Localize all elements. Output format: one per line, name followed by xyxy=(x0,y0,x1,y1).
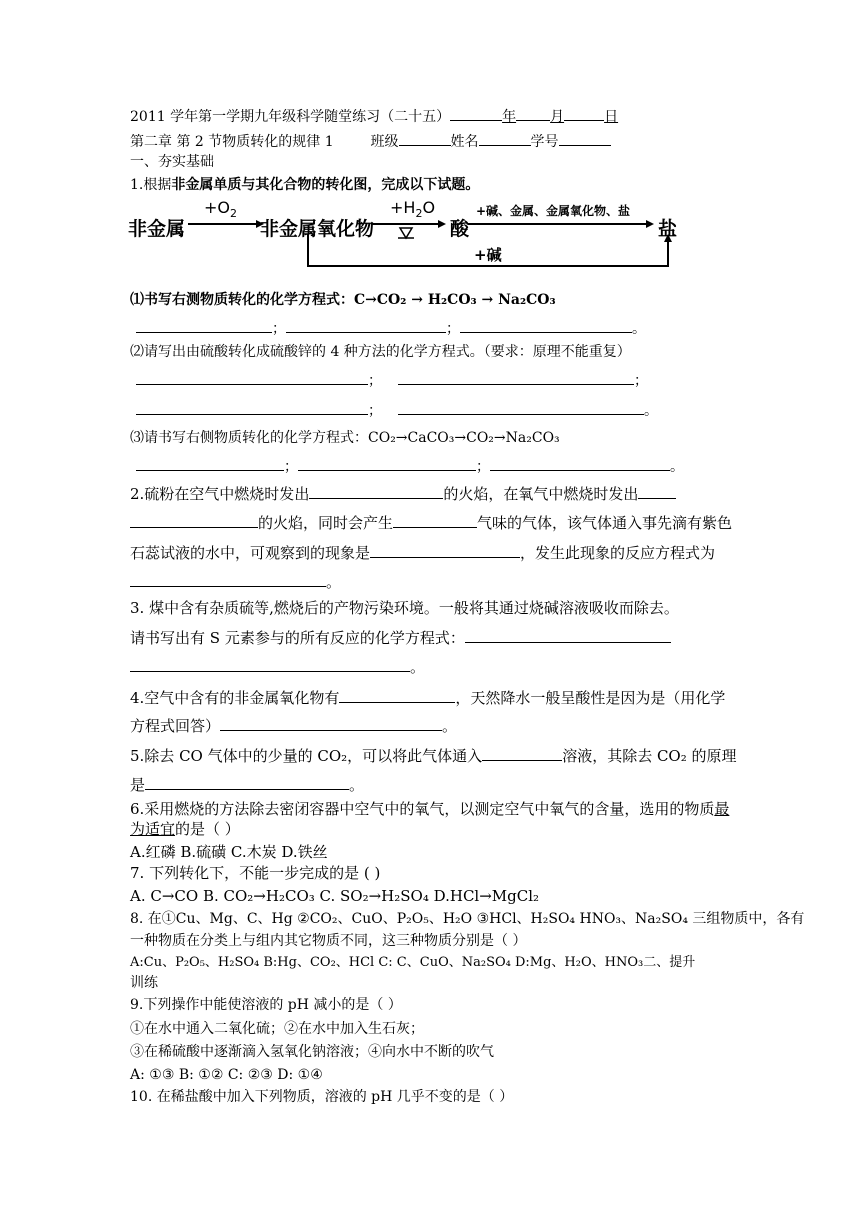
q3-line3: 。 xyxy=(130,657,425,676)
q1-part1-blanks: ； ； 。 xyxy=(136,318,646,338)
q7-options: A. C→CO B. CO₂→H₂CO₃ C. SO₂→H₂SO₄ D.HCl→MgCl₂ xyxy=(130,887,540,905)
answer-blank[interactable] xyxy=(465,628,671,643)
answer-blank[interactable] xyxy=(393,513,477,528)
answer-blank[interactable] xyxy=(136,456,284,471)
top-reagents-label: +碱、金属、金属氧化物、盐 xyxy=(476,204,631,218)
q4-line1: 4.空气中含有的非金属氧化物有 ，天然降水一般呈酸性是因为是（用化学 xyxy=(130,689,726,707)
base-label: +碱 xyxy=(474,246,502,264)
q9-line1: ①在水中通入二氧化硫；②在水中加入生石灰； xyxy=(130,1021,424,1037)
q1-stem: 1.根据非金属单质与其化合物的转化图，完成以下试题。 xyxy=(130,177,480,193)
q5-line1: 5.除去 CO 气体中的少量的 CO₂，可以将此气体通入 溶液，其除去 CO₂ 的原理 xyxy=(130,747,737,765)
q8-line4: 训练 xyxy=(130,975,158,991)
section-title: 一、夯实基础 xyxy=(130,154,214,170)
q10-stem: 10. 在稀盐酸中加入下列物质，溶液的 pH 几乎不变的是（ ） xyxy=(130,1089,514,1105)
answer-blank[interactable] xyxy=(136,370,368,385)
answer-blank[interactable] xyxy=(398,370,634,385)
q2-line4: 。 xyxy=(130,572,341,591)
answer-blank[interactable] xyxy=(136,400,368,415)
page-title: 2011 学年第一学期九年级科学随堂练习（二十五） xyxy=(130,109,451,125)
answer-blank[interactable] xyxy=(398,400,644,415)
id-field[interactable] xyxy=(559,131,611,146)
answer-blank[interactable] xyxy=(638,484,676,499)
answer-blank[interactable] xyxy=(460,318,632,333)
answer-blank[interactable] xyxy=(482,746,562,761)
answer-blank[interactable] xyxy=(136,318,272,333)
q1-part2: ⑵请写出由硫酸转化成硫酸锌的 4 种方法的化学方程式。（要求：原理不能重复） xyxy=(130,344,631,360)
q9-options: A: ①③ B: ①② C: ②③ D: ①④ xyxy=(130,1067,323,1083)
q9-line2: ③在稀硫酸中逐渐滴入氢氧化钠溶液；④向水中不断的吹气 xyxy=(130,1044,494,1060)
q8-line2: 一种物质在分类上与组内其它物质不同，这三种物质分别是（ ） xyxy=(130,933,527,949)
oxide-label: 非金属氧化物 xyxy=(260,218,375,240)
q3-line2: 请书写出有 S 元素参与的所有反应的化学方程式： xyxy=(130,628,671,647)
answer-blank[interactable] xyxy=(298,456,476,471)
q6-line1: 6.采用燃烧的方法除去密闭容器中空气中的氧气，以测定空气中氧气的含量，选用的物质最 xyxy=(130,800,730,818)
q2-line1: 2.硫粉在空气中燃烧时发出 的火焰，在氧气中燃烧时发出 xyxy=(130,484,676,503)
answer-blank[interactable] xyxy=(339,688,455,703)
name-label: 姓名 xyxy=(450,134,479,150)
year-label: 年 xyxy=(502,109,517,125)
answer-blank[interactable] xyxy=(130,513,258,528)
o2-label: $+O_2$ xyxy=(204,198,237,221)
title-line xyxy=(130,106,618,126)
q4-line2: 方程式回答） 。 xyxy=(130,717,458,735)
answer-blank[interactable] xyxy=(286,318,446,333)
info-line xyxy=(130,131,611,151)
q9-stem: 9.下列操作中能使溶液的 pH 减小的是（ ） xyxy=(130,997,402,1013)
month-field[interactable] xyxy=(516,106,550,121)
answer-blank[interactable] xyxy=(220,716,442,731)
q8-options: A:Cu、P₂O₅、H₂SO₄ B:Hg、CO₂、HCl C: C、CuO、Na₂SO₄ D:Mg、H₂O、HNO₃二、提升 xyxy=(130,955,696,970)
day-label: 日 xyxy=(604,109,619,125)
q1-part2-blanks-a: ； ； xyxy=(136,370,648,390)
q2-line3: 石蕊试液的水中，可观察到的现象是 ，发生此现象的反应方程式为 xyxy=(130,544,716,562)
salt-label: 盐 xyxy=(658,218,678,240)
answer-blank[interactable] xyxy=(309,484,443,499)
answer-blank[interactable] xyxy=(130,572,326,587)
q7-stem: 7. 下列转化下，不能一步完成的是 ( ) xyxy=(130,864,381,882)
name-field[interactable] xyxy=(479,131,531,146)
q2-line2: 的火焰，同时会产生 气味的气体，该气体通入事先滴有紫色 xyxy=(130,513,732,532)
answer-blank[interactable] xyxy=(145,775,349,790)
q1-part1: ⑴书写右测物质转化的化学方程式：C→CO₂ → H₂CO₃ → Na₂CO₃ xyxy=(130,292,556,308)
answer-blank[interactable] xyxy=(490,456,670,471)
q1-part3-blanks: ； ； 。 xyxy=(136,456,684,476)
answer-blank[interactable] xyxy=(370,543,520,558)
id-label: 学号 xyxy=(530,134,559,150)
conversion-diagram xyxy=(128,196,688,274)
answer-blank[interactable] xyxy=(130,657,410,672)
class-field[interactable] xyxy=(399,131,451,146)
q5-line2: 是 。 xyxy=(130,776,365,794)
year-field[interactable] xyxy=(450,106,502,121)
q6-line2: 为适宜的是（ ） xyxy=(130,820,240,838)
q1-part3: ⑶请书写右侧物质转化的化学方程式：CO₂→CaCO₃→CO₂→Na₂CO₃ xyxy=(130,430,560,446)
h2o-label: $+H_2O$ xyxy=(390,198,436,221)
q8-line1: 8. 在①Cu、Mg、C、Hg ②CO₂、CuO、P₂O₅、H₂O ③HCl、H₂SO₄ HNO₃、Na₂SO₄ 三组物质中，各有 xyxy=(130,911,805,927)
class-label: 班级 xyxy=(370,134,399,150)
day-field[interactable] xyxy=(564,106,604,121)
month-label: 月 xyxy=(550,109,565,125)
acid-label: 酸 xyxy=(450,218,470,240)
q6-options: A.红磷 B.硫磺 C.木炭 D.铁丝 xyxy=(130,843,328,861)
q3-line1: 3. 煤中含有杂质硫等,燃烧后的产物污染环境。一般将其通过烧碱溶液吸收而除去。 xyxy=(130,599,679,617)
nonmetal-label: 非金属 xyxy=(128,218,186,240)
chapter-label: 第二章 第 2 节物质转化的规律 1 xyxy=(130,134,334,150)
q1-part2-blanks-b: ； 。 xyxy=(136,400,658,420)
